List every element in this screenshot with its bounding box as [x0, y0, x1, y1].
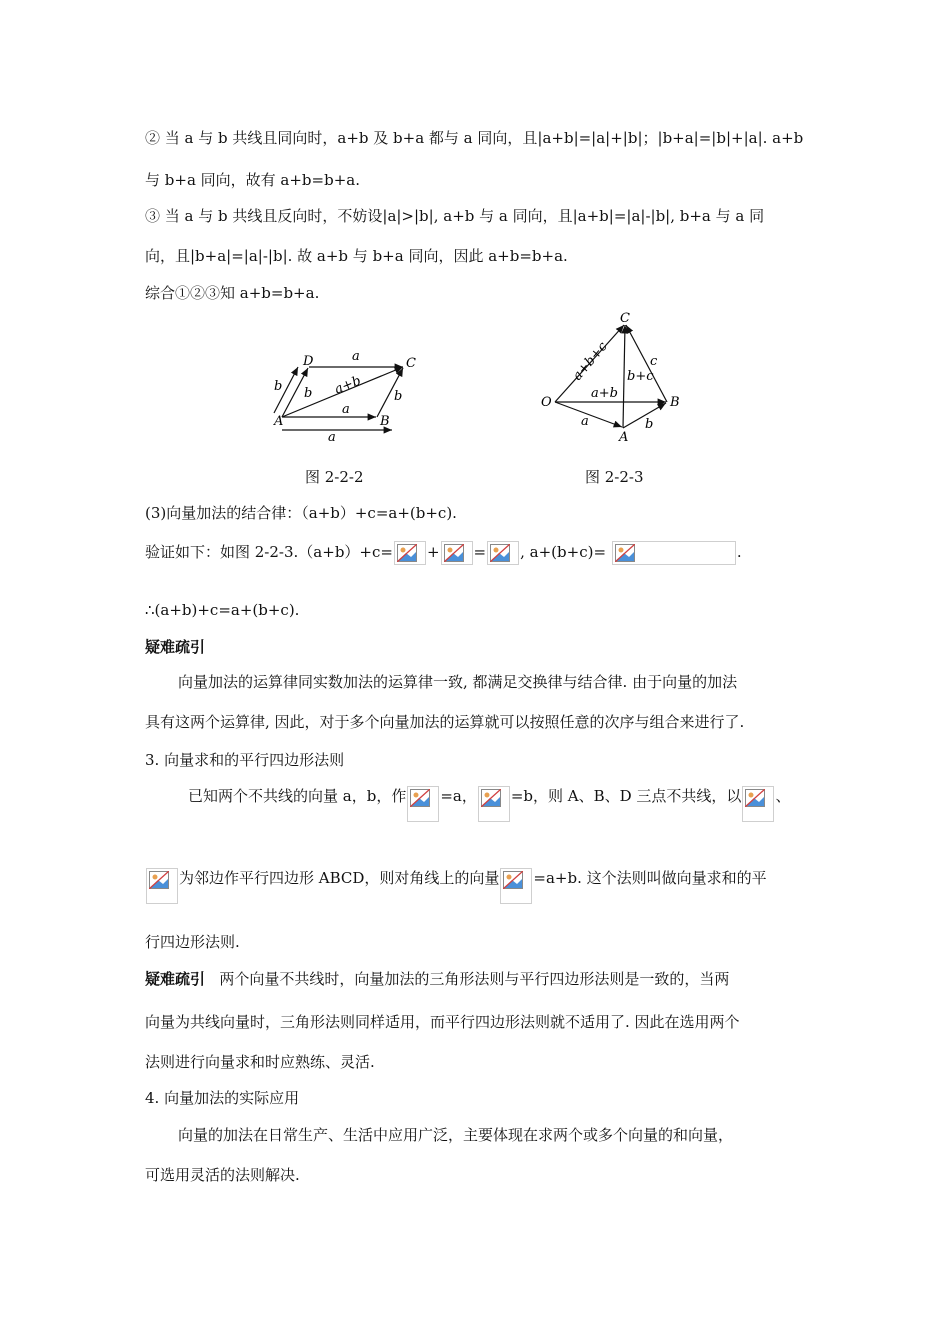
vector-label: a+b [332, 373, 364, 398]
point-label: C [406, 356, 416, 371]
point-label: A [619, 430, 629, 445]
vector-label: b [394, 389, 403, 404]
vector-label: a+b+c [570, 339, 611, 384]
broken-image-icon [146, 868, 178, 904]
text-span: =a， [440, 787, 477, 805]
text-span: 为邻边作平行四边形 ABCD，则对角线上的向量 [179, 869, 500, 887]
broken-image-icon [441, 541, 473, 565]
broken-image-icon [394, 541, 426, 565]
text-line: 行四边形法则. [145, 933, 240, 951]
text-span: + [426, 543, 440, 561]
broken-image-icon [407, 786, 439, 822]
figure-caption: 图 2-2-3 [585, 468, 644, 486]
broken-image-icon [500, 868, 532, 904]
vector-label: a [328, 430, 336, 445]
text-line [188, 786, 790, 822]
text-line: (3)向量加法的结合律：（a+b）+c=a+(b+c). [145, 504, 457, 522]
figure-parallelogram [262, 345, 432, 450]
vector-label: b [274, 379, 283, 394]
point-label: B [670, 395, 680, 410]
text-line: 向量的加法在日常生产、生活中应用广泛，主要体现在求两个或多个向量的和向量， [178, 1126, 734, 1144]
point-label: D [303, 354, 314, 369]
text-span: 验证如下：如图 2-2-3.（a+b）+c= [145, 543, 393, 561]
text-line: ∴(a+b)+c=a+(b+c). [145, 601, 300, 619]
broken-image-icon [742, 786, 774, 822]
vector-label: b [304, 386, 313, 401]
text-line [145, 868, 767, 904]
broken-image-icon [487, 541, 519, 565]
text-line [145, 969, 729, 989]
vector-label: a+b [591, 386, 618, 401]
text-line: 向，且|b+a|=|a|-|b|. 故 a+b 与 b+a 同向，因此 a+b=b+a. [145, 247, 568, 265]
text-line: ② 当 a 与 b 共线且同向时，a+b 及 b+a 都与 a 同向，且|a+b|=|a|+|b|；|b+a|=|b|+|a|. a+b [145, 129, 804, 147]
point-label: B [380, 414, 390, 429]
text-line: ③ 当 a 与 b 共线且反向时，不妨设|a|>|b|, a+b 与 a 同向，且|a+b|=|a|-|b|, b+a 与 a 同 [145, 207, 765, 225]
figure-caption: 图 2-2-2 [305, 468, 364, 486]
point-label: C [620, 311, 630, 326]
text-span: 两个向量不共线时，向量加法的三角形法则与平行四边形法则是一致的，当两 [219, 970, 730, 988]
vector-label: a [352, 349, 360, 364]
vector-label: b [645, 417, 654, 432]
text-span: 、 [775, 787, 791, 805]
text-line: 法则进行向量求和时应熟练、灵活. [145, 1053, 375, 1071]
figure-triangle [535, 310, 695, 450]
broken-image-icon [612, 541, 736, 565]
section-heading: 疑难疏引 [145, 638, 206, 656]
section-heading: 4. 向量加法的实际应用 [145, 1089, 300, 1107]
text-line: 与 b+a 同向，故有 a+b=b+a. [145, 171, 360, 189]
vector-label: c [650, 354, 658, 369]
point-label: O [541, 395, 552, 410]
section-heading: 疑难疏引 [145, 970, 206, 988]
vector-label: a [342, 402, 350, 417]
text-line: 向量加法的运算律同实数加法的运算律一致, 都满足交换律与结合律. 由于向量的加法 [178, 673, 738, 691]
point-label: A [274, 414, 284, 429]
verify-line [145, 541, 742, 565]
vector-label: a [581, 414, 589, 429]
text-span: =b，则 A、B、D 三点不共线，以 [510, 787, 742, 805]
vector-label: b+c [627, 369, 654, 384]
text-line: 综合①②③知 a+b=b+a. [145, 284, 320, 302]
text-span: 已知两个不共线的向量 a，b，作 [188, 787, 407, 805]
broken-image-icon [478, 786, 510, 822]
text-span: . [736, 543, 742, 561]
text-span: =a+b. 这个法则叫做向量求和的平 [533, 869, 767, 887]
text-line: 向量为共线向量时，三角形法则同样适用，而平行四边形法则就不适用了. 因此在选用两个 [145, 1013, 740, 1031]
section-heading: 3. 向量求和的平行四边形法则 [145, 751, 345, 769]
text-line: 具有这两个运算律, 因此，对于多个向量加法的运算就可以按照任意的次序与组合来进行了. [145, 713, 745, 731]
text-span: , a+(b+c)= [520, 543, 607, 561]
text-line: 可选用灵活的法则解决. [145, 1166, 300, 1184]
text-span: = [473, 543, 487, 561]
